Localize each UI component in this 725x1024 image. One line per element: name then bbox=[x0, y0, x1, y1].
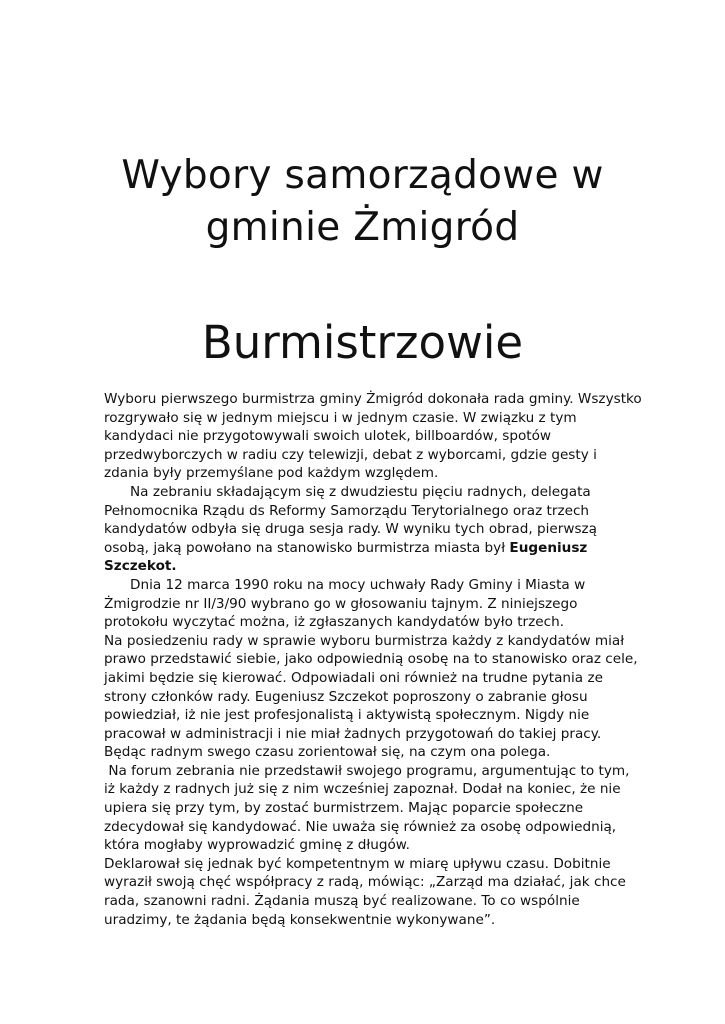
paragraph-5: Na forum zebrania nie przedstawił swojego programu, argumentując to tym, iż każdy z radnych już się z nim wcześniej zapoznał. Dodał na koniec, że nie upiera się przy tym, by zostać burmistrzem. Mając poparcie społeczne zdecydował się kandydować. Nie uważa się również za osobę odpowiednią, która mogłaby wyprowadzić gminę z długów. bbox=[104, 762, 634, 854]
document-title bbox=[60, 150, 665, 254]
section-heading: Burmistrzowie bbox=[201, 316, 524, 369]
paragraph-3: Dnia 12 marca 1990 roku na mocy uchwały Rady Gminy i Miasta w Żmigrodzie nr II/3/90 wybrano go w głosowaniu tajnym. Z niniejszego protokołu wyczytać można, iż zgłaszanych kandydatów było trzech. bbox=[104, 576, 586, 631]
paragraph-6: Deklarował się jednak być kompetentnym w miarę upływu czasu. Dobitnie wyraził swoją chęć współpracy z radą, mówiąc: „Zarząd ma działać, jak chce rada, szanowni radni. Żądania muszą być realizowane. To co wspólnie uradzimy, te żądania będą konsekwentnie wykonywane”. bbox=[104, 855, 626, 928]
mayor-name: Eugeniusz Szczekot. bbox=[104, 539, 588, 575]
paragraph-2 bbox=[104, 483, 644, 576]
title-line-1: Wybory samorządowe w bbox=[121, 153, 604, 198]
body-text bbox=[104, 390, 644, 929]
paragraph-1: Wyboru pierwszego burmistrza gminy Żmigród dokonała rada gminy. Wszystko rozgrywało się w jednym miejscu i w jednym czasie. W związku z tym kandydaci nie przygotowywali swoich ulotek, billboardów, spotów przedwyborczych w radiu czy telewizji, debat z wyborcami, gdzie gesty i zdania były przemyślane pod każdym względem. bbox=[104, 391, 642, 482]
paragraph-4: Na posiedzeniu rady w sprawie wyboru burmistrza każdy z kandydatów miał prawo przedstawić siebie, jako odpowiednią osobę na to stanowisko oraz cele, jakimi będzie się kierować. Odpowiadali oni również na trudne pytania ze strony członków rady. Eugeniusz Szczekot poproszony o zabranie głosu powiedział, iż nie jest profesjonalistą i aktywistą społecznym. Nigdy nie pracował w administracji i nie miał żadnych przygotowań do takiej pracy. Będąc radnym swego czasu zorientował się, na czym ona polega. bbox=[104, 632, 638, 761]
paragraph-2-text: Na zebraniu składającym się z dwudziestu pięciu radnych, delegata Pełnomocnika Rządu ds Reformy Samorządu Terytorialnego oraz trzech kandydatów odbyła się druga sesja rady. W wyniku tych obrad, pierwszą osobą, jaką powołano na stanowisko burmistrza miasta był bbox=[104, 483, 597, 556]
title-line-2: gminie Żmigród bbox=[205, 205, 520, 250]
